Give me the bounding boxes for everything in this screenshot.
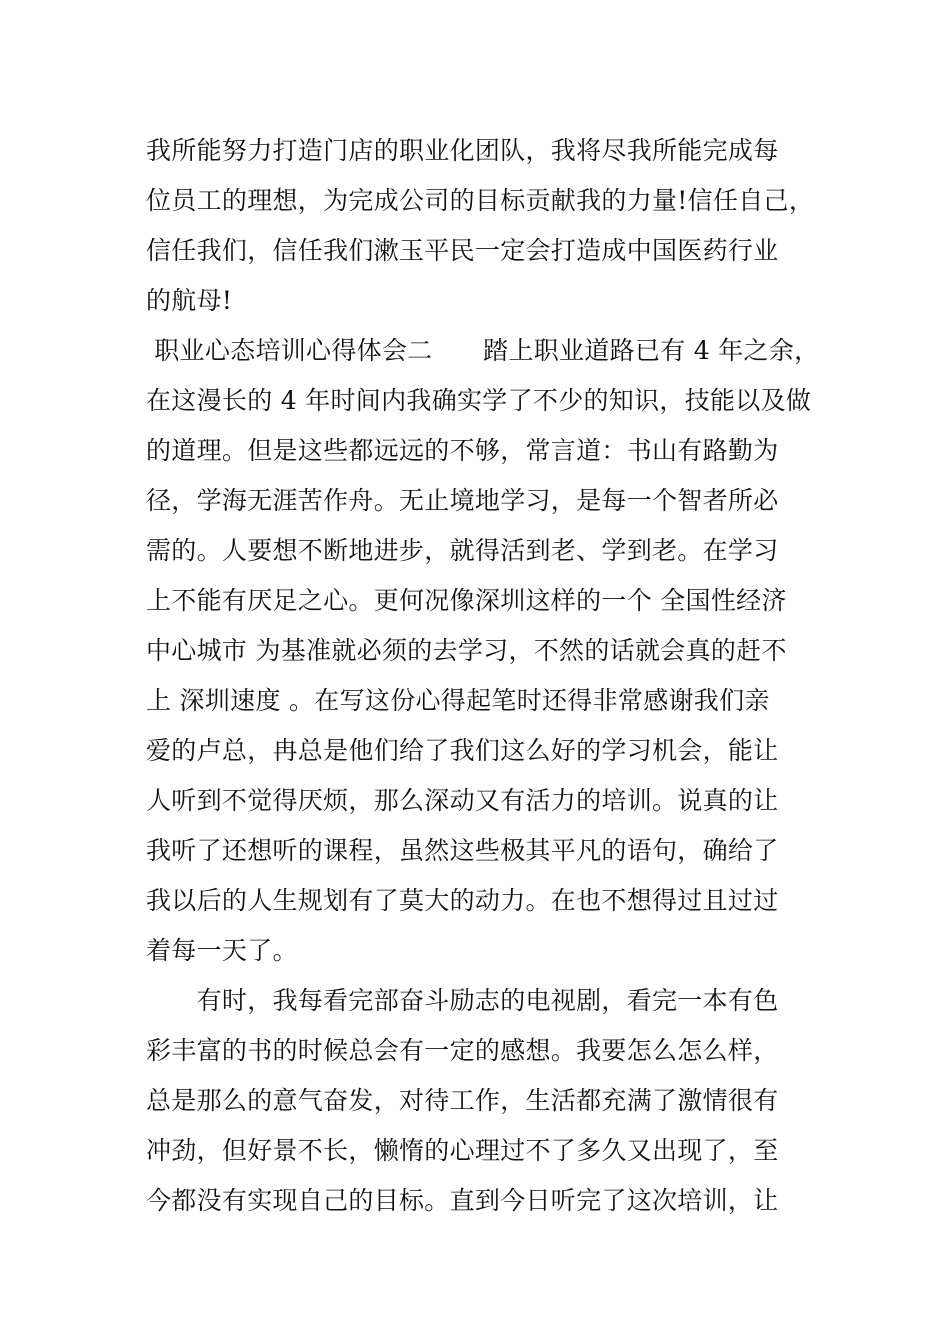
text-line: 上不能有厌足之心。更何况像深圳这样的一个 全国性经济: [146, 586, 787, 615]
text-line: 彩丰富的书的时候总会有一定的感想。我要怎么怎么样，: [146, 1036, 779, 1065]
text-line: 着每一天了。: [146, 936, 298, 965]
document-body-text: [146, 126, 826, 1226]
text-line: 径，学海无涯苦作舟。无止境地学习，是每一个智者所必: [146, 486, 779, 515]
text-line: 需的。人要想不断地进步，就得活到老、学到老。在学习: [146, 536, 779, 565]
section-heading-line: 职业心态培训心得体会二 踏上职业道路已有 4 年之余，: [146, 336, 820, 365]
text-line: 我以后的人生规划有了莫大的动力。在也不想得过且过过: [146, 886, 779, 915]
text-line: 信任我们，信任我们漱玉平民一定会打造成中国医药行业: [146, 236, 779, 265]
text-line: 位员工的理想，为完成公司的目标贡献我的力量!信任自己，: [146, 186, 815, 215]
text-line: 总是那么的意气奋发，对待工作，生活都充满了激情很有: [146, 1086, 779, 1115]
text-line: 我听了还想听的课程，虽然这些极其平凡的语句，确给了: [146, 836, 779, 865]
text-line: 我所能努力打造门店的职业化团队，我将尽我所能完成每: [146, 136, 779, 165]
text-line: 中心城市 为基准就必须的去学习，不然的话就会真的赶不: [146, 636, 787, 665]
text-line: 的道理。但是这些都远远的不够，常言道：书山有路勤为: [146, 436, 779, 465]
text-line: 爱的卢总，冉总是他们给了我们这么好的学习机会，能让: [146, 736, 779, 765]
paragraph-start-line: 有时，我每看完部奋斗励志的电视剧，看完一本有色: [146, 986, 779, 1015]
text-line: 冲劲，但好景不长，懒惰的心理过不了多久又出现了，至: [146, 1136, 779, 1165]
text-line: 的航母!: [146, 286, 233, 315]
text-line: 上 深圳速度 。在写这份心得起笔时还得非常感谢我们亲: [146, 686, 770, 715]
text-line: 今都没有实现自己的目标。直到今日听完了这次培训，让: [146, 1186, 779, 1215]
text-line: 人听到不觉得厌烦，那么深动又有活力的培训。说真的让: [146, 786, 779, 815]
text-line: 在这漫长的 4 年时间内我确实学了不少的知识，技能以及做: [146, 386, 812, 415]
